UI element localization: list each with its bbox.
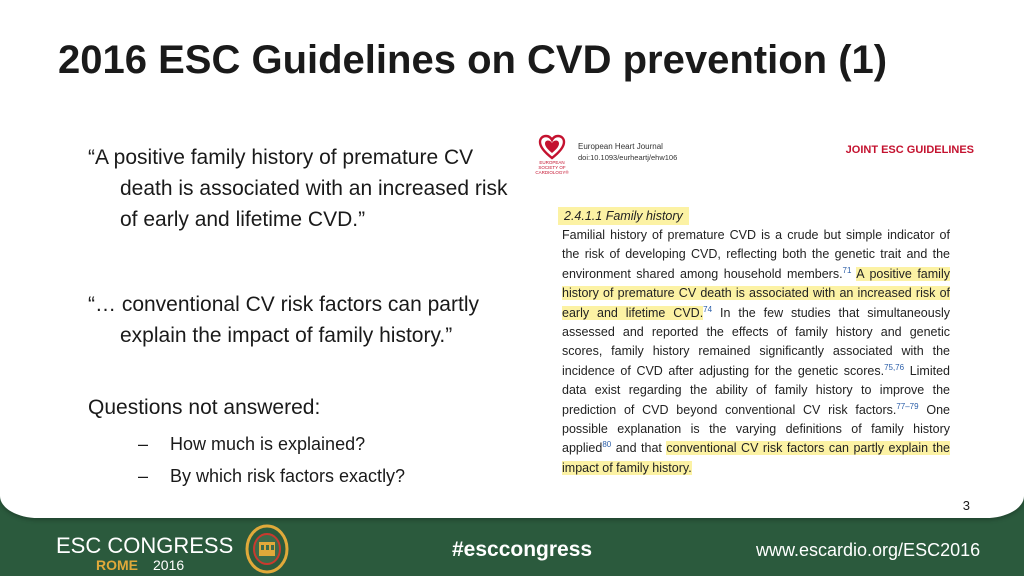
excerpt-sentence: Familial history of premature CVD is a crude but simple indicator of the risk of developing CVD, reflecting both the genetic trait and the environment shared among household members. — [562, 228, 950, 281]
list-item — [138, 466, 405, 487]
esc-logo — [534, 134, 570, 176]
reference-mark: 75,76 — [884, 362, 905, 372]
dash-bullet: – — [138, 466, 149, 486]
esc-heart-icon — [538, 134, 566, 160]
footer-year: 2016 — [153, 557, 185, 573]
excerpt-text — [562, 226, 950, 478]
page-number: 3 — [962, 498, 970, 513]
section-heading: 2.4.1.1 Family history — [558, 207, 689, 225]
list-item — [138, 434, 365, 455]
footer-city: ROME — [96, 557, 138, 573]
joint-guidelines-label: JOINT ESC GUIDELINES — [845, 144, 974, 156]
reference-mark: 77–79 — [896, 401, 919, 411]
footer-url[interactable]: www.escardio.org/ESC2016 — [756, 540, 981, 560]
excerpt-sentence: In the few studies that simultaneously assessed and reported the effects of family history and genetic scores, family history remained significantly associated with the incidence of CVD after adjusting for the genetic scores. — [562, 305, 950, 378]
excerpt-sentence: One possible explanation is the varying definitions of family history applied — [562, 402, 950, 456]
colosseum-emblem-icon — [244, 524, 290, 574]
questions-heading: Questions not answered: — [88, 396, 321, 419]
page-title: 2016 ESC Guidelines on CVD prevention (1) — [58, 38, 888, 82]
reference-mark: 74 — [703, 304, 713, 314]
footer-hashtag: #esccongress — [452, 538, 593, 561]
journal-name: European Heart Journal — [578, 142, 663, 151]
footer-brand: ESC CONGRESS — [56, 533, 234, 558]
list-item-text: By which risk factors exactly? — [170, 466, 406, 486]
dash-bullet: – — [138, 434, 149, 454]
esc-logo-text: EUROPEAN SOCIETY OF CARDIOLOGY® — [535, 160, 569, 175]
list-item-text: How much is explained? — [170, 434, 366, 454]
highlighted-sentence: conventional CV risk factors can partly explain the impact of family history. — [562, 441, 950, 475]
journal-doi: doi:10.1093/eurheartj/ehw106 — [578, 153, 678, 162]
quote-risk-factors: “… conventional CV risk factors can partly explain the impact of family history.” — [88, 293, 479, 347]
quote-family-history: “A positive family history of premature CV death is associated with an increased risk of early and lifetime CVD.” — [88, 146, 508, 231]
excerpt-sentence: Limited data exist regarding the ability of family history to improve the prediction of CVD beyond conventional CV risk factors. — [562, 363, 950, 417]
excerpt-sentence: and that — [615, 441, 662, 456]
highlighted-sentence: A positive family history of premature CV death is associated with an increased risk of early and lifetime CVD. — [562, 266, 950, 320]
journal-excerpt — [530, 134, 990, 475]
reference-mark: 80 — [602, 440, 612, 450]
reference-mark: 71 — [842, 265, 852, 275]
